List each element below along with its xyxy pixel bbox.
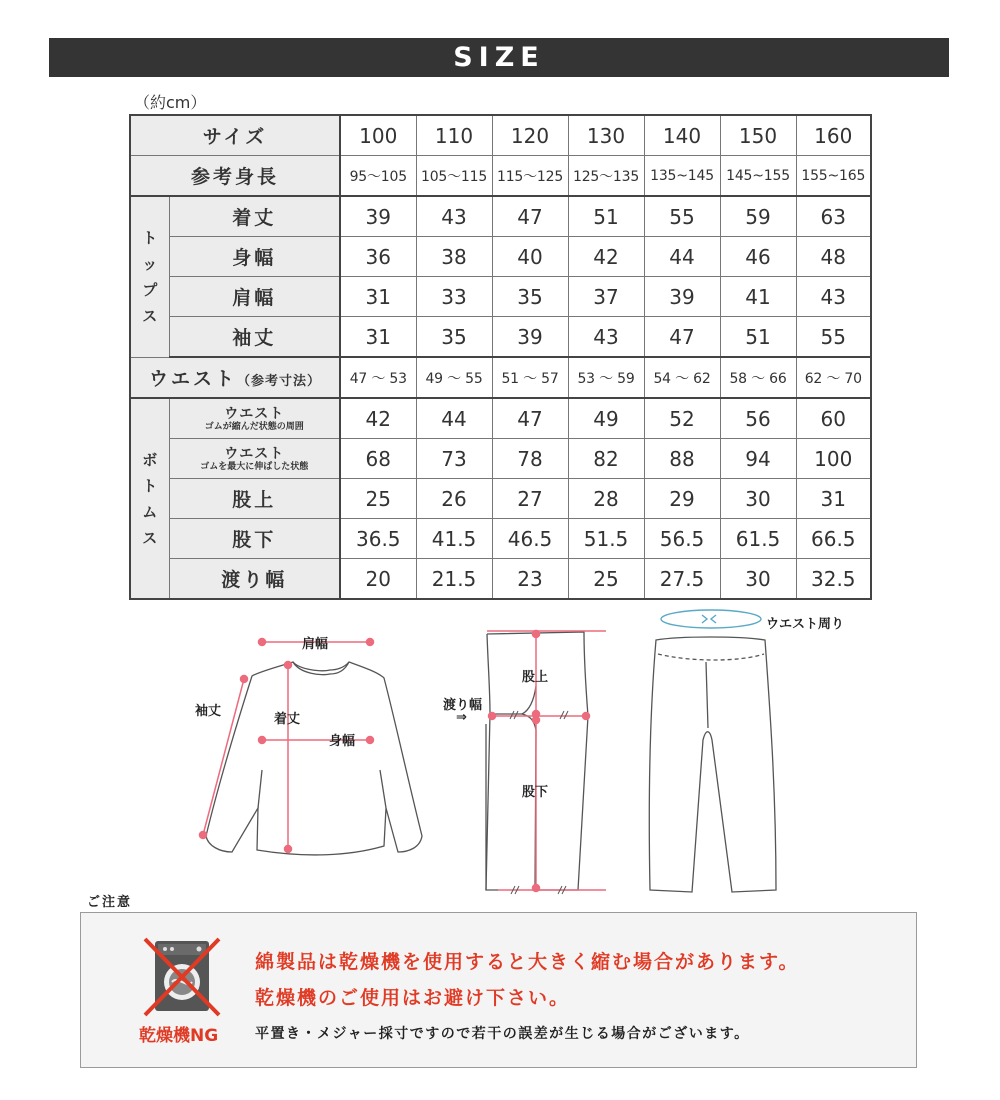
table-cell: 30 bbox=[720, 479, 796, 519]
table-cell: 140 bbox=[644, 115, 720, 156]
table-cell: 48 bbox=[796, 237, 871, 277]
waist-label bbox=[130, 357, 340, 398]
table-cell: 43 bbox=[568, 317, 644, 358]
table-cell: 23 bbox=[492, 559, 568, 600]
table-cell: 150 bbox=[720, 115, 796, 156]
table-cell: 51 bbox=[720, 317, 796, 358]
row-label-sub: ゴムが縮んだ状態の周囲 bbox=[204, 421, 304, 432]
table-cell: 55 bbox=[644, 196, 720, 237]
size-header-label: サイズ bbox=[130, 115, 340, 156]
table-cell: 63 bbox=[796, 196, 871, 237]
table-cell: 27 bbox=[492, 479, 568, 519]
group-char: ス bbox=[142, 306, 158, 325]
table-cell: 51 bbox=[568, 196, 644, 237]
table-cell: 36.5 bbox=[340, 519, 416, 559]
row-label: 着丈 bbox=[169, 196, 340, 237]
dryer-ng-icon bbox=[139, 935, 223, 1019]
notice-line-3: 平置き・メジャー採寸ですので若干の誤差が生じる場合がございます。 bbox=[255, 1026, 750, 1042]
table-cell: 66.5 bbox=[796, 519, 871, 559]
table-cell: 49 bbox=[568, 398, 644, 439]
table-cell: 31 bbox=[796, 479, 871, 519]
waist-around-label: ウエスト周り bbox=[766, 617, 845, 632]
table-cell: 145~155 bbox=[720, 156, 796, 197]
row-label: 肩幅 bbox=[169, 277, 340, 317]
unit-note: （約cm） bbox=[134, 93, 207, 112]
table-cell: 44 bbox=[644, 237, 720, 277]
measurement-diagram bbox=[0, 600, 1000, 900]
table-cell: 62 〜 70 bbox=[796, 357, 871, 398]
group-char: ト bbox=[142, 476, 158, 495]
table-cell: 46.5 bbox=[492, 519, 568, 559]
notice-line-1: 綿製品は乾燥機を使用すると大きく縮む場合があります。 bbox=[255, 951, 800, 973]
table-cell: 56.5 bbox=[644, 519, 720, 559]
height-row bbox=[130, 156, 871, 197]
table-cell: 27.5 bbox=[644, 559, 720, 600]
table-cell: 42 bbox=[340, 398, 416, 439]
tops-row bbox=[130, 237, 871, 277]
table-cell: 21.5 bbox=[416, 559, 492, 600]
table-cell: 51 〜 57 bbox=[492, 357, 568, 398]
table-cell: 125〜135 bbox=[568, 156, 644, 197]
table-cell: 47 bbox=[492, 196, 568, 237]
table-cell: 47 bbox=[644, 317, 720, 358]
table-cell: 78 bbox=[492, 439, 568, 479]
bottoms-row bbox=[130, 519, 871, 559]
table-cell: 61.5 bbox=[720, 519, 796, 559]
row-label: 股下 bbox=[169, 519, 340, 559]
table-cell: 20 bbox=[340, 559, 416, 600]
tick-marks bbox=[510, 711, 568, 894]
group-char: ム bbox=[142, 502, 158, 521]
table-cell: 100 bbox=[340, 115, 416, 156]
table-cell: 110 bbox=[416, 115, 492, 156]
table-cell: 44 bbox=[416, 398, 492, 439]
length-label: 着丈 bbox=[274, 712, 301, 727]
height-label: 参考身長 bbox=[130, 156, 340, 197]
table-cell: 73 bbox=[416, 439, 492, 479]
tops-group-label bbox=[130, 196, 169, 357]
table-cell: 25 bbox=[340, 479, 416, 519]
table-cell: 120 bbox=[492, 115, 568, 156]
rise-label: 股上 bbox=[522, 670, 549, 685]
table-cell: 59 bbox=[720, 196, 796, 237]
thigh-label: 渡り幅 bbox=[443, 698, 483, 713]
table-cell: 39 bbox=[340, 196, 416, 237]
page-title: SIZE bbox=[453, 42, 545, 73]
table-cell: 33 bbox=[416, 277, 492, 317]
body-width-label: 身幅 bbox=[329, 734, 356, 749]
row-label-main: ウエスト bbox=[224, 405, 285, 422]
table-cell: 40 bbox=[492, 237, 568, 277]
pants-full-icon bbox=[649, 637, 776, 892]
table-cell: 32.5 bbox=[796, 559, 871, 600]
table-cell: 41.5 bbox=[416, 519, 492, 559]
tops-row bbox=[130, 317, 871, 358]
table-cell: 43 bbox=[796, 277, 871, 317]
table-cell: 58 〜 66 bbox=[720, 357, 796, 398]
table-cell: 39 bbox=[492, 317, 568, 358]
row-label bbox=[169, 398, 340, 439]
table-cell: 29 bbox=[644, 479, 720, 519]
row-label: 袖丈 bbox=[169, 317, 340, 358]
bottoms-group-label bbox=[130, 398, 169, 599]
row-label: 身幅 bbox=[169, 237, 340, 277]
waist-label-sub: （参考寸法） bbox=[237, 374, 322, 389]
tops-row bbox=[130, 277, 871, 317]
notice-line-2: 乾燥機のご使用はお避け下さい。 bbox=[255, 987, 571, 1009]
waist-around-icon bbox=[661, 610, 761, 628]
garment-illustration bbox=[0, 600, 1000, 900]
table-cell: 47 bbox=[492, 398, 568, 439]
waist-row bbox=[130, 357, 871, 398]
table-cell: 35 bbox=[416, 317, 492, 358]
table-cell: 31 bbox=[340, 317, 416, 358]
table-cell: 25 bbox=[568, 559, 644, 600]
group-char: ス bbox=[142, 528, 158, 547]
tops-row bbox=[130, 196, 871, 237]
size-table bbox=[129, 114, 872, 600]
table-cell: 51.5 bbox=[568, 519, 644, 559]
group-char: ボ bbox=[142, 450, 158, 469]
notice-box bbox=[80, 912, 917, 1068]
size-row bbox=[130, 115, 871, 156]
table-cell: 100 bbox=[796, 439, 871, 479]
table-cell: 28 bbox=[568, 479, 644, 519]
table-cell: 68 bbox=[340, 439, 416, 479]
group-char: プ bbox=[142, 280, 158, 299]
table-cell: 55 bbox=[796, 317, 871, 358]
bottoms-row bbox=[130, 559, 871, 600]
waist-label-main: ウエスト bbox=[148, 368, 237, 390]
table-cell: 39 bbox=[644, 277, 720, 317]
table-cell: 95〜105 bbox=[340, 156, 416, 197]
row-label: 股上 bbox=[169, 479, 340, 519]
table-cell: 160 bbox=[796, 115, 871, 156]
table-cell: 88 bbox=[644, 439, 720, 479]
table-cell: 30 bbox=[720, 559, 796, 600]
table-cell: 26 bbox=[416, 479, 492, 519]
table-cell: 60 bbox=[796, 398, 871, 439]
table-cell: 41 bbox=[720, 277, 796, 317]
table-cell: 105〜115 bbox=[416, 156, 492, 197]
row-label-sub: ゴムを最大に伸ばした状態 bbox=[200, 461, 309, 472]
table-cell: 130 bbox=[568, 115, 644, 156]
table-cell: 94 bbox=[720, 439, 796, 479]
table-cell: 38 bbox=[416, 237, 492, 277]
table-cell: 56 bbox=[720, 398, 796, 439]
group-char: ト bbox=[142, 228, 158, 247]
table-cell: 37 bbox=[568, 277, 644, 317]
title-banner bbox=[49, 38, 949, 77]
thigh-arrow: ⇒ bbox=[456, 710, 467, 725]
table-cell: 35 bbox=[492, 277, 568, 317]
table-cell: 115〜125 bbox=[492, 156, 568, 197]
table-cell: 135~145 bbox=[644, 156, 720, 197]
shirt-icon bbox=[206, 662, 422, 855]
row-label bbox=[169, 439, 340, 479]
table-cell: 52 bbox=[644, 398, 720, 439]
table-cell: 36 bbox=[340, 237, 416, 277]
sleeve-label: 袖丈 bbox=[195, 704, 222, 719]
table-cell: 43 bbox=[416, 196, 492, 237]
row-label-main: ウエスト bbox=[224, 445, 285, 462]
table-cell: 31 bbox=[340, 277, 416, 317]
inseam-label: 股下 bbox=[522, 785, 549, 800]
table-cell: 49 〜 55 bbox=[416, 357, 492, 398]
row-label: 渡り幅 bbox=[169, 559, 340, 600]
bottoms-row bbox=[130, 479, 871, 519]
shoulder-label: 肩幅 bbox=[302, 637, 329, 652]
table-cell: 47 〜 53 bbox=[340, 357, 416, 398]
bottoms-row bbox=[130, 398, 871, 439]
group-char: ッ bbox=[142, 254, 158, 273]
notice-title: ご注意 bbox=[87, 895, 133, 910]
table-cell: 54 〜 62 bbox=[644, 357, 720, 398]
table-cell: 46 bbox=[720, 237, 796, 277]
table-cell: 82 bbox=[568, 439, 644, 479]
dryer-ng-label: 乾燥機NG bbox=[139, 1026, 219, 1046]
table-cell: 155~165 bbox=[796, 156, 871, 197]
bottoms-row bbox=[130, 439, 871, 479]
table-cell: 42 bbox=[568, 237, 644, 277]
table-cell: 53 〜 59 bbox=[568, 357, 644, 398]
